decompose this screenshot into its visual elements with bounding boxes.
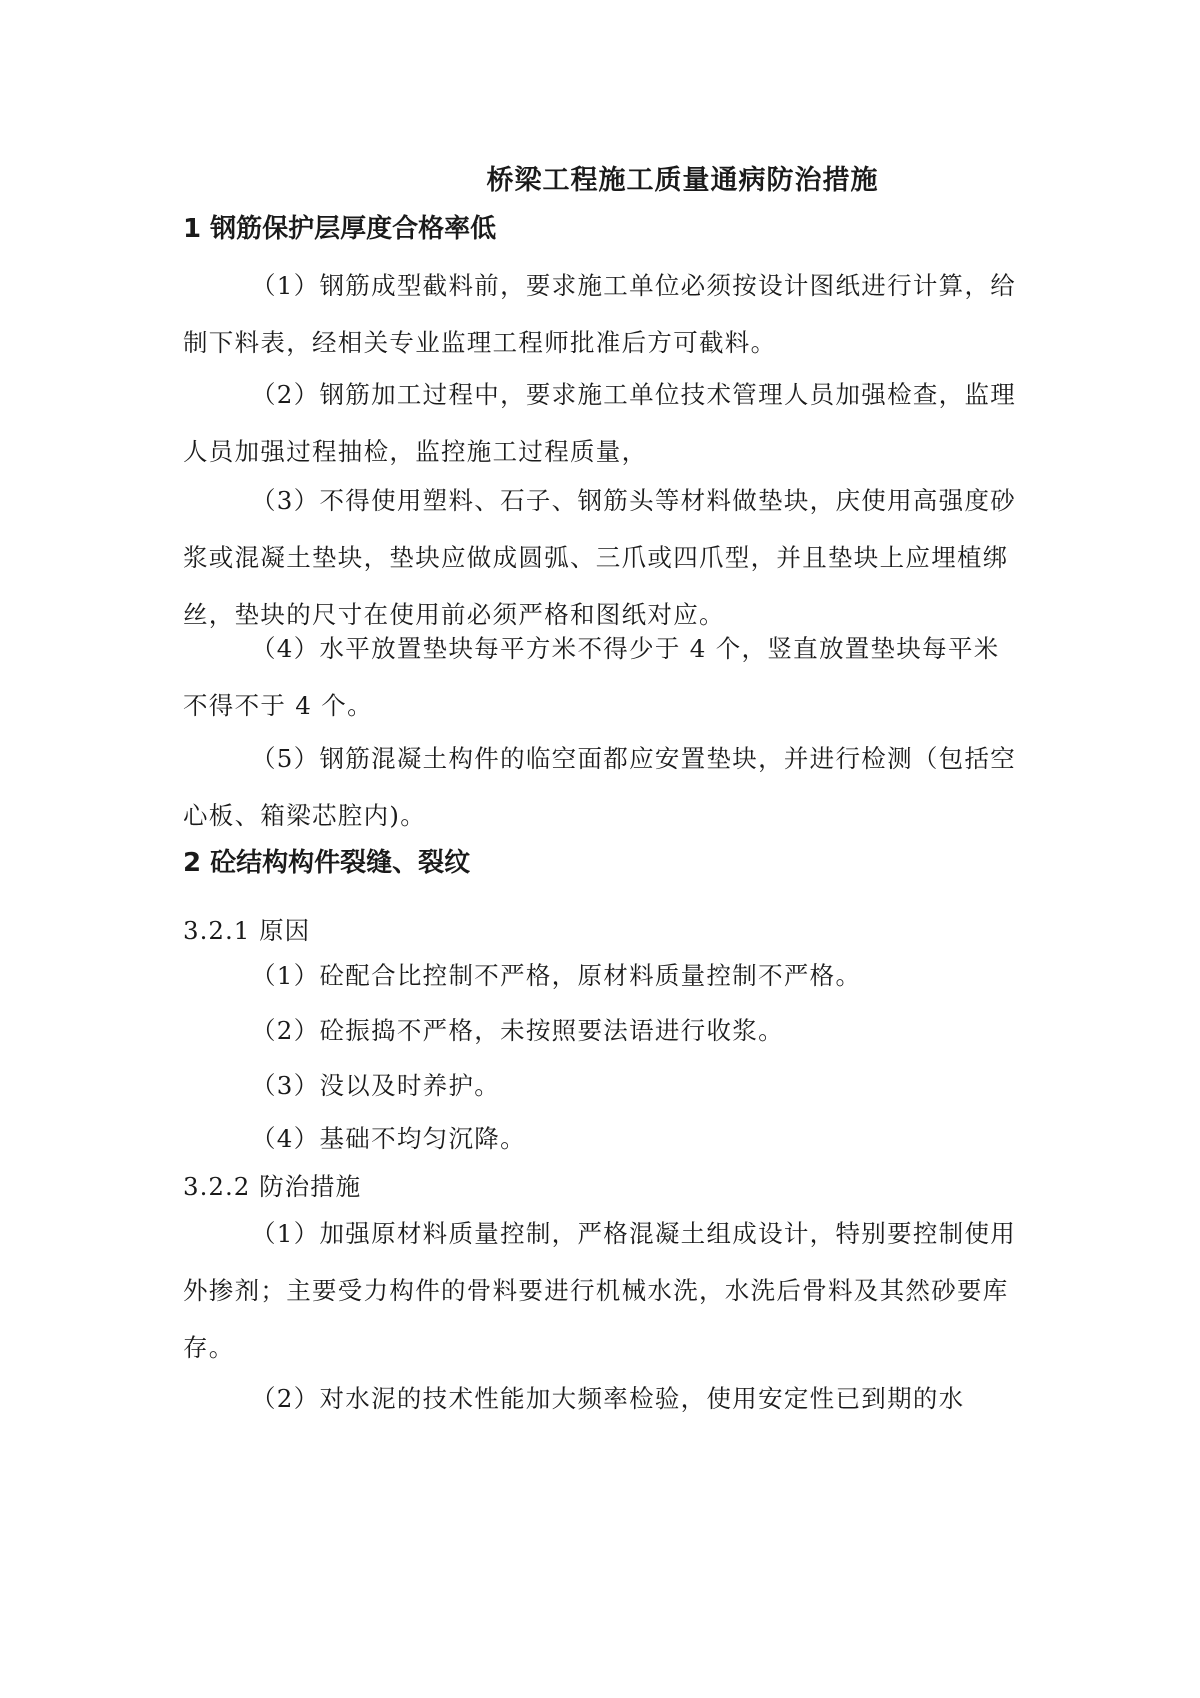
section-1-item-5: （5）钢筋混凝土构件的临空面都应安置垫块，并进行检测（包括空心板、箱梁芯腔内)。 bbox=[183, 744, 1017, 830]
cause-item-2: （2）砼振捣不严格，未按照要法语进行收浆。 bbox=[251, 1016, 784, 1045]
measure-item-2: （2）对水泥的技术性能加大频率检验，使用安定性已到期的水 bbox=[251, 1384, 965, 1413]
section-2-heading: 2 砼结构构件裂缝、裂纹 bbox=[183, 848, 471, 878]
section-1-item-3: （3）不得使用塑料、石子、钢筋头等材料做垫块，庆使用高强度砂浆或混凝土垫块，垫块应做成圆弧、三爪或四爪型，并且垫块上应埋植绑丝，垫块的尺寸在使用前必须严格和图纸对应。 bbox=[183, 486, 1017, 629]
section-1-heading: 1 钢筋保护层厚度合格率低 bbox=[183, 214, 497, 244]
section-1-item-2: （2）钢筋加工过程中，要求施工单位技术管理人员加强检查，监理人员加强过程抽检，监控施工过程质量， bbox=[183, 380, 1017, 466]
cause-item-3: （3）没以及时养护。 bbox=[251, 1071, 501, 1100]
measure-item-1: （1）加强原材料质量控制，严格混凝土组成设计，特别要控制使用外掺剂；主要受力构件的骨料要进行机械水洗，水洗后骨料及其然砂要库存。 bbox=[183, 1219, 1017, 1362]
subsection-3-2-2-heading: 3.2.2 防治措施 bbox=[183, 1172, 362, 1201]
cause-item-4: （4）基础不均匀沉降。 bbox=[251, 1124, 526, 1153]
cause-item-1: （1）砼配合比控制不严格，原材料质量控制不严格。 bbox=[251, 961, 862, 990]
document-title: 桥梁工程施工质量通病防治措施 bbox=[486, 165, 879, 196]
section-1-item-4: （4）水平放置垫块每平方米不得少于 4 个，竖直放置垫块每平米不得不于 4 个。 bbox=[183, 634, 1000, 720]
section-1-item-1: （1）钢筋成型截料前，要求施工单位必须按设计图纸进行计算，给制下料表，经相关专业监理工程师批准后方可截料。 bbox=[183, 271, 1017, 357]
subsection-3-2-1-heading: 3.2.1 原因 bbox=[183, 916, 311, 945]
